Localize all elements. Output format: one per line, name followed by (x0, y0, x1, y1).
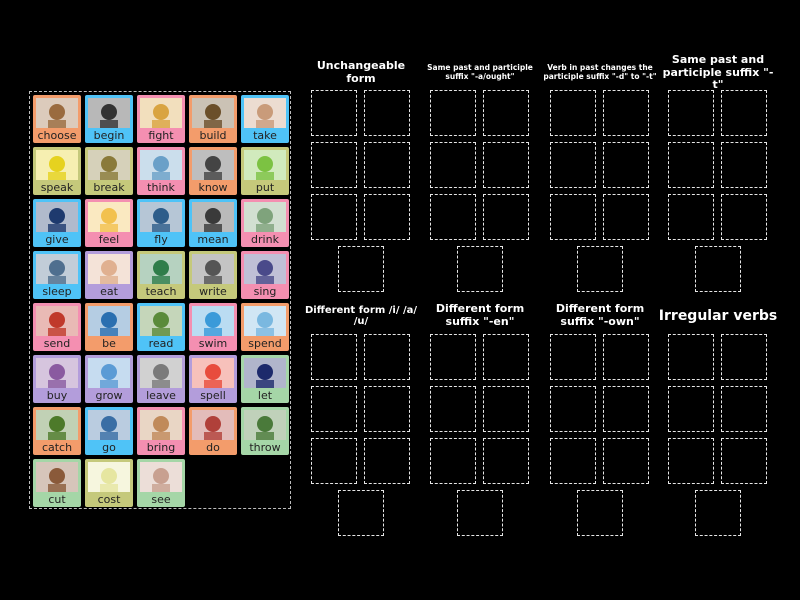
drop-slot[interactable] (430, 142, 476, 188)
drop-slot[interactable] (483, 386, 529, 432)
word-tile-label: break (93, 181, 125, 194)
word-tile-choose[interactable] (33, 95, 81, 143)
swim-icon (192, 306, 234, 336)
word-tile-label: teach (145, 285, 177, 298)
word-tile-label: see (151, 493, 171, 506)
word-tile-label: spend (248, 337, 282, 350)
begin-icon (88, 98, 130, 128)
drop-slot[interactable] (364, 438, 410, 484)
drop-slot[interactable] (668, 194, 714, 240)
drop-slot[interactable] (668, 438, 714, 484)
drop-slot[interactable] (311, 90, 357, 136)
word-tile-label: cost (97, 493, 121, 506)
teach-icon (140, 254, 182, 284)
drop-slot[interactable] (668, 142, 714, 188)
bring-icon (140, 410, 182, 440)
drop-slot[interactable] (483, 438, 529, 484)
word-tile-label: choose (37, 129, 77, 142)
write-icon (192, 254, 234, 284)
drop-slot[interactable] (577, 246, 623, 292)
drop-slot[interactable] (550, 90, 596, 136)
drop-slot[interactable] (457, 490, 503, 536)
word-tile-label: write (199, 285, 227, 298)
be-icon (88, 306, 130, 336)
word-tile-see[interactable] (137, 459, 185, 507)
drop-slot[interactable] (668, 334, 714, 380)
word-tile-feel[interactable] (85, 199, 133, 247)
word-tile-label: mean (197, 233, 229, 246)
word-tile-spend[interactable] (241, 303, 289, 351)
word-tile-label: leave (146, 389, 176, 402)
drop-slot[interactable] (721, 142, 767, 188)
word-tile-label: swim (198, 337, 228, 350)
word-tile-label: be (102, 337, 116, 350)
drop-slot[interactable] (550, 142, 596, 188)
word-tile-spell[interactable] (189, 355, 237, 403)
group-title: Irregular verbs (658, 307, 778, 324)
word-tile-label: put (255, 181, 275, 194)
word-tile-build[interactable] (189, 95, 237, 143)
group-title: Verb in past changes the participle suffix "-d" to "-t" (543, 63, 657, 81)
word-tile-throw[interactable] (241, 407, 289, 455)
word-tile-label: build (199, 129, 227, 142)
buy-icon (36, 358, 78, 388)
drop-slot[interactable] (364, 142, 410, 188)
word-tile-mean[interactable] (189, 199, 237, 247)
drop-slot[interactable] (483, 90, 529, 136)
word-tile-label: give (45, 233, 69, 246)
spend-icon (244, 306, 286, 336)
word-tile-cut[interactable] (33, 459, 81, 507)
word-tile-label: speak (40, 181, 74, 194)
word-tile-label: cut (48, 493, 66, 506)
word-tile-label: grow (95, 389, 123, 402)
word-tile-label: sleep (42, 285, 72, 298)
choose-icon (36, 98, 78, 128)
word-tile-read[interactable] (137, 303, 185, 351)
word-tile-label: bring (146, 441, 176, 454)
word-tile-label: think (147, 181, 175, 194)
word-tile-take[interactable] (241, 95, 289, 143)
word-tile-bring[interactable] (137, 407, 185, 455)
drop-slot[interactable] (483, 142, 529, 188)
drop-slot[interactable] (364, 334, 410, 380)
word-tile-buy[interactable] (33, 355, 81, 403)
word-tile-leave[interactable] (137, 355, 185, 403)
drop-slot[interactable] (550, 194, 596, 240)
do-icon (192, 410, 234, 440)
word-tile-label: let (257, 389, 273, 402)
word-tile-go[interactable] (85, 407, 133, 455)
drop-slot[interactable] (695, 490, 741, 536)
drop-slot[interactable] (430, 90, 476, 136)
give-icon (36, 202, 78, 232)
word-tile-drink[interactable] (241, 199, 289, 247)
word-tile-label: feel (98, 233, 120, 246)
group-title: Different form suffix "-en" (435, 302, 525, 328)
drop-slot[interactable] (550, 334, 596, 380)
word-tile-put[interactable] (241, 147, 289, 195)
drop-slot[interactable] (721, 194, 767, 240)
eat-icon (88, 254, 130, 284)
word-tile-catch[interactable] (33, 407, 81, 455)
word-tile-label: do (206, 441, 220, 454)
drop-slot[interactable] (721, 438, 767, 484)
group-title: Different form /i/ /a/ /u/ (304, 304, 418, 327)
drop-slot[interactable] (364, 386, 410, 432)
word-tile-label: throw (249, 441, 281, 454)
drop-slot[interactable] (603, 90, 649, 136)
drop-slot[interactable] (430, 438, 476, 484)
send-icon (36, 306, 78, 336)
throw-icon (244, 410, 286, 440)
drop-slot[interactable] (338, 246, 384, 292)
put-icon (244, 150, 286, 180)
drop-slot[interactable] (668, 90, 714, 136)
group-title: Different form suffix "-own" (555, 302, 645, 328)
drop-slot[interactable] (311, 194, 357, 240)
grow-icon (88, 358, 130, 388)
word-tile-teach[interactable] (137, 251, 185, 299)
word-tile-begin[interactable] (85, 95, 133, 143)
word-tray (29, 91, 291, 509)
word-tile-label: sing (253, 285, 277, 298)
word-tile-sing[interactable] (241, 251, 289, 299)
word-tile-speak[interactable] (33, 147, 81, 195)
word-tile-label: drink (251, 233, 279, 246)
word-tile-give[interactable] (33, 199, 81, 247)
drop-slot[interactable] (721, 90, 767, 136)
word-tile-cost[interactable] (85, 459, 133, 507)
word-tile-label: send (43, 337, 71, 350)
sleep-icon (36, 254, 78, 284)
speak-icon (36, 150, 78, 180)
word-tile-label: eat (100, 285, 118, 298)
fight-icon (140, 98, 182, 128)
build-icon (192, 98, 234, 128)
word-tile-label: go (102, 441, 116, 454)
drink-icon (244, 202, 286, 232)
word-tile-label: catch (41, 441, 73, 454)
word-tile-let[interactable] (241, 355, 289, 403)
drop-slot[interactable] (338, 490, 384, 536)
cost-icon (88, 462, 130, 492)
drop-slot[interactable] (721, 334, 767, 380)
word-tile-label: buy (46, 389, 68, 402)
word-tile-write[interactable] (189, 251, 237, 299)
word-tile-think[interactable] (137, 147, 185, 195)
drop-slot[interactable] (457, 246, 503, 292)
drop-slot[interactable] (550, 438, 596, 484)
drop-slot[interactable] (311, 142, 357, 188)
think-icon (140, 150, 182, 180)
word-tile-fly[interactable] (137, 199, 185, 247)
word-tile-fight[interactable] (137, 95, 185, 143)
drop-slot[interactable] (721, 386, 767, 432)
drop-slot[interactable] (311, 438, 357, 484)
group-title: Same past and participle suffix "-a/ought" (427, 63, 533, 81)
know-icon (192, 150, 234, 180)
drop-slot[interactable] (483, 334, 529, 380)
drop-slot[interactable] (430, 194, 476, 240)
drop-slot[interactable] (364, 90, 410, 136)
go-icon (88, 410, 130, 440)
drop-slot[interactable] (668, 386, 714, 432)
word-tile-be[interactable] (85, 303, 133, 351)
drop-slot[interactable] (430, 334, 476, 380)
drop-slot[interactable] (364, 194, 410, 240)
word-tile-send[interactable] (33, 303, 81, 351)
word-tile-label: read (148, 337, 174, 350)
word-tile-do[interactable] (189, 407, 237, 455)
drop-slot[interactable] (483, 194, 529, 240)
drop-slot[interactable] (603, 194, 649, 240)
read-icon (140, 306, 182, 336)
drop-slot[interactable] (577, 490, 623, 536)
let-icon (244, 358, 286, 388)
word-tile-break[interactable] (85, 147, 133, 195)
see-icon (140, 462, 182, 492)
word-tile-label: fight (148, 129, 174, 142)
group-title: Unchangeable form (316, 59, 406, 85)
word-tile-know[interactable] (189, 147, 237, 195)
drop-slot[interactable] (311, 334, 357, 380)
take-icon (244, 98, 286, 128)
break-icon (88, 150, 130, 180)
word-tile-label: take (253, 129, 277, 142)
spell-icon (192, 358, 234, 388)
mean-icon (192, 202, 234, 232)
fly-icon (140, 202, 182, 232)
leave-icon (140, 358, 182, 388)
word-tile-label: fly (154, 233, 168, 246)
drop-slot[interactable] (603, 386, 649, 432)
word-tile-label: begin (93, 129, 125, 142)
drop-slot[interactable] (430, 386, 476, 432)
drop-slot[interactable] (550, 386, 596, 432)
word-tile-label: spell (200, 389, 226, 402)
cut-icon (36, 462, 78, 492)
sing-icon (244, 254, 286, 284)
word-tile-swim[interactable] (189, 303, 237, 351)
drop-slot[interactable] (603, 334, 649, 380)
drop-slot[interactable] (603, 438, 649, 484)
drop-slot[interactable] (695, 246, 741, 292)
word-tile-grow[interactable] (85, 355, 133, 403)
drop-slot[interactable] (311, 386, 357, 432)
word-tile-sleep[interactable] (33, 251, 81, 299)
catch-icon (36, 410, 78, 440)
drop-slot[interactable] (603, 142, 649, 188)
feel-icon (88, 202, 130, 232)
word-tile-label: know (198, 181, 228, 194)
word-tile-eat[interactable] (85, 251, 133, 299)
group-title: Same past and participle suffix "-t" (662, 53, 774, 92)
